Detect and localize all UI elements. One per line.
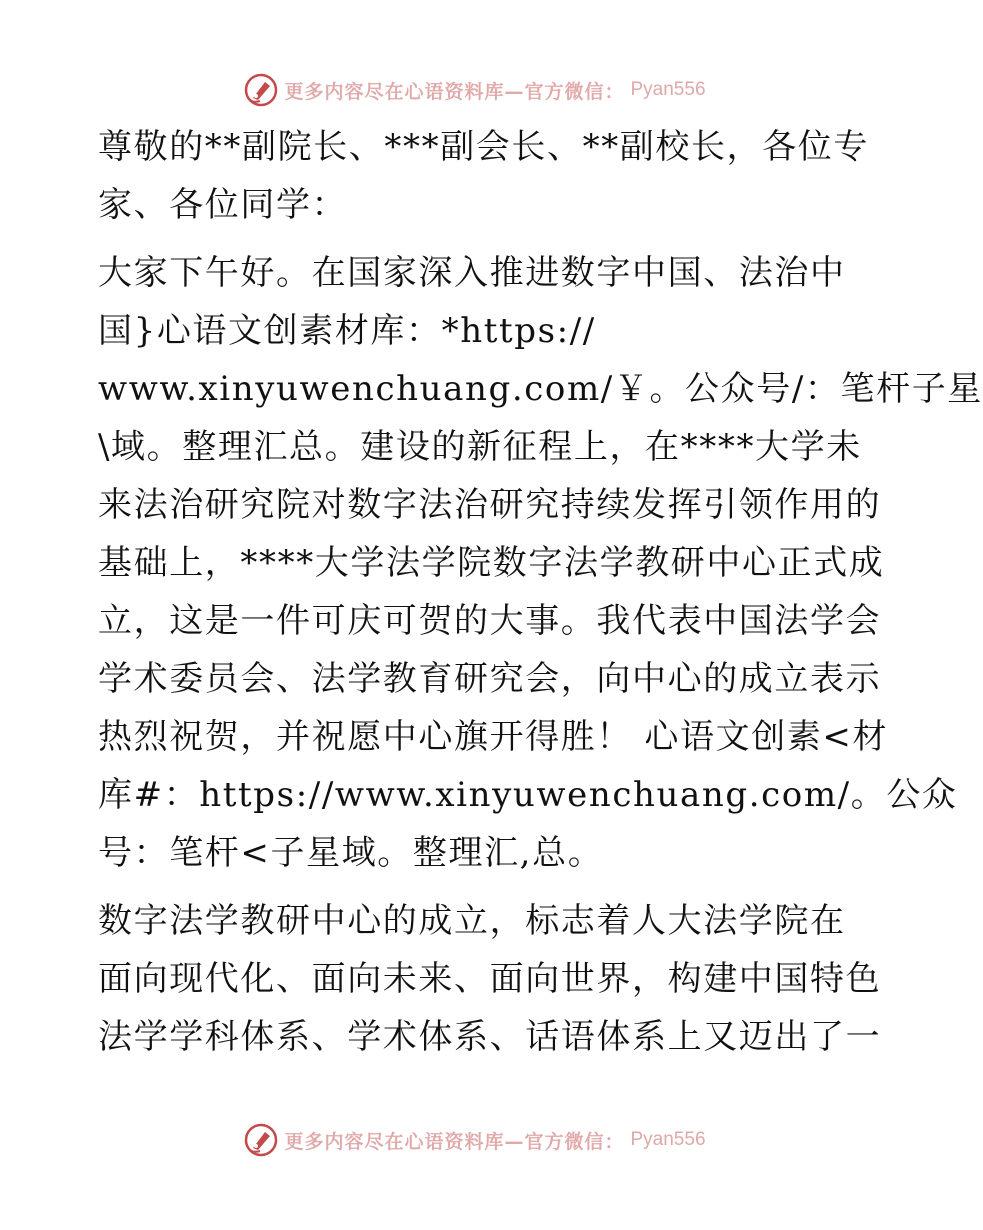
text-line: 库#：https://www.xinyuwenchuang.com/。公众 <box>98 775 958 815</box>
pen-nib-logo-icon <box>244 73 278 107</box>
text-line: 号：笔杆<子星域。整理汇,总。 <box>98 833 604 873</box>
header-banner-text: 更多内容尽在心语资料库—官方微信： <box>284 80 625 103</box>
paragraph-opening <box>98 244 983 882</box>
text-line: 数字法学教研中心的成立，标志着人大法学院在 <box>98 901 846 941</box>
text-line: 来法治研究院对数字法治研究持续发挥引领作用的 <box>98 485 882 525</box>
paragraph-significance <box>98 892 882 1066</box>
text-line: 大家下午好。在国家深入推进数字中国、法治中 <box>98 253 846 293</box>
footer-banner-wechat: Pyan556 <box>630 1129 706 1150</box>
text-line: 法学学科体系、学术体系、话语体系上又迈出了一 <box>98 1017 882 1057</box>
text-line: www.xinyuwenchuang.com/￥。公众号/：笔杆子星 <box>98 369 983 409</box>
text-line: 学术委员会、法学教育研究会，向中心的成立表示 <box>98 659 882 699</box>
text-line: 基础上，****大学法学院数字法学教研中心正式成 <box>98 543 885 583</box>
text-line: 面向现代化、面向未来、面向世界，构建中国特色 <box>98 959 882 999</box>
text-line: 尊敬的**副院长、***副会长、**副校长，各位专 <box>98 127 869 167</box>
footer-banner <box>0 1120 950 1160</box>
header-banner-wechat: Pyan556 <box>630 79 706 100</box>
text-line: 立，这是一件可庆可贺的大事。我代表中国法学会 <box>98 601 882 641</box>
document-body <box>98 118 983 1076</box>
text-line: 家、各位同学： <box>98 185 348 225</box>
text-line: 热烈祝贺，并祝愿中心旗开得胜！ 心语文创素<材 <box>98 717 889 757</box>
paragraph-greeting <box>98 118 869 234</box>
text-line: 国}心语文创素材库：*https:// <box>98 311 596 351</box>
footer-banner-text: 更多内容尽在心语资料库—官方微信： <box>284 1130 625 1153</box>
header-banner <box>0 70 950 110</box>
text-line: \域。整理汇总。建设的新征程上，在****大学未 <box>98 427 862 467</box>
pen-nib-logo-icon <box>244 1123 278 1157</box>
